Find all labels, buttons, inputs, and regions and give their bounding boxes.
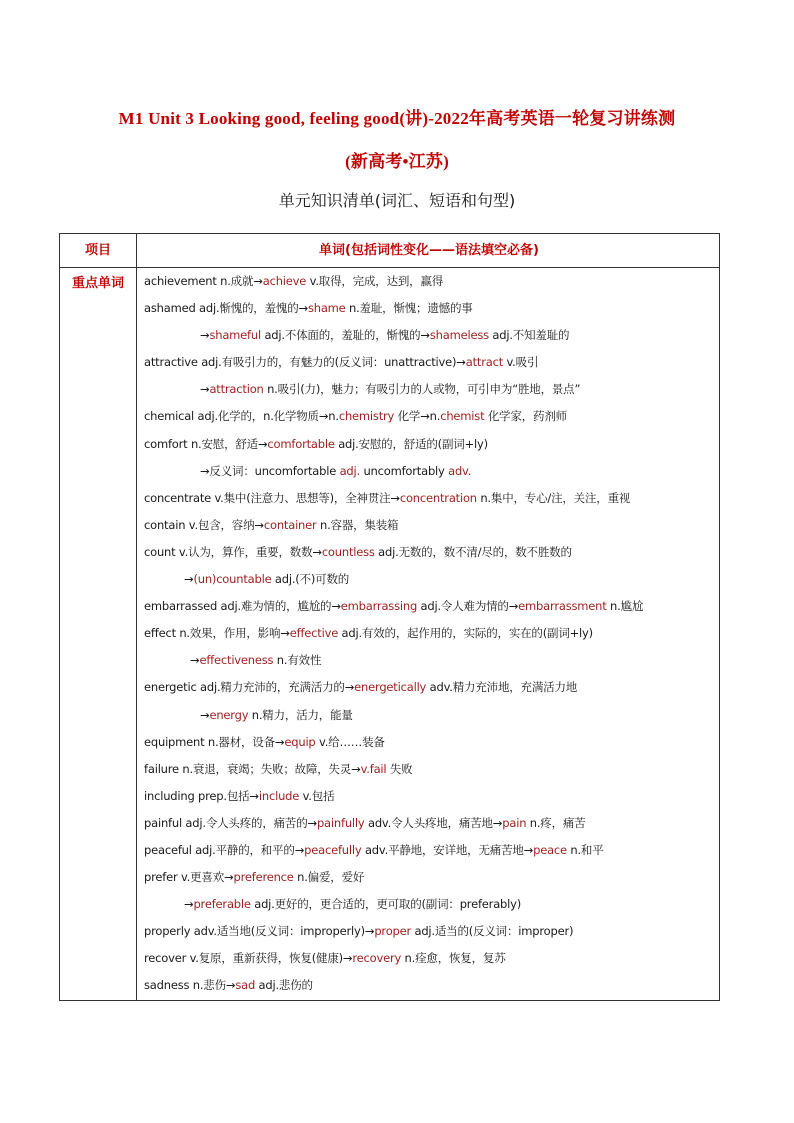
word-entry-row bbox=[144, 485, 715, 512]
column-divider bbox=[136, 234, 137, 1000]
entry-text: chemical adj.化学的，n.化学物质→n. bbox=[144, 409, 339, 424]
word-entry-row bbox=[144, 431, 715, 458]
entry-text: n.尴尬 bbox=[606, 599, 644, 614]
derived-word: preference bbox=[233, 870, 294, 885]
derived-word: container bbox=[263, 517, 317, 532]
entry-text: adv.令人头疼地，痛苦地→ bbox=[364, 815, 503, 830]
entry-text: sadness n.悲伤→ bbox=[144, 978, 236, 993]
entry-text: adj.(不)可数的 bbox=[271, 572, 350, 587]
entry-text: energetic adj.精力充沛的，充满活力的→ bbox=[144, 680, 355, 695]
word-entry-row bbox=[144, 349, 715, 376]
derived-word: chemist bbox=[440, 409, 485, 424]
derived-word: (un)countable bbox=[193, 572, 272, 587]
vocabulary-table bbox=[59, 233, 720, 1001]
entry-text: → bbox=[190, 653, 200, 668]
word-entry-row bbox=[144, 702, 715, 729]
word-entry-row bbox=[144, 891, 715, 918]
entry-text: failure n.衰退，衰竭；失败；故障，失灵→ bbox=[144, 761, 361, 776]
entry-text: →反义词：uncomfortable bbox=[200, 463, 340, 478]
entry-text: 失败 bbox=[386, 761, 413, 776]
entry-text: adj.安慰的，舒适的(副词+ly) bbox=[334, 436, 488, 451]
word-entry-row bbox=[144, 918, 715, 945]
derived-word: countless bbox=[321, 544, 375, 559]
word-entry-row bbox=[144, 864, 715, 891]
entry-text: n.疼，痛苦 bbox=[526, 815, 586, 830]
word-entry-row bbox=[144, 512, 715, 539]
entry-text: n.集中，专心/注，关注，重视 bbox=[476, 490, 631, 505]
word-entry-row bbox=[144, 810, 715, 837]
word-entry-row bbox=[144, 620, 715, 647]
entry-text: effect n.效果，作用，影响→ bbox=[144, 626, 290, 641]
derived-word: shame bbox=[307, 301, 346, 316]
word-entry-row bbox=[144, 674, 715, 701]
derived-word: equip bbox=[284, 734, 316, 749]
derived-word: comfortable bbox=[267, 436, 335, 451]
word-entry-row bbox=[144, 295, 715, 322]
entry-text: painful adj.令人头疼的，痛苦的→ bbox=[144, 815, 317, 830]
derived-word: effectiveness bbox=[199, 653, 274, 668]
derived-word: adv. bbox=[448, 463, 472, 478]
derived-word: achieve bbox=[262, 274, 307, 288]
document-title-line-1: M1 Unit 3 Looking good, feeling good(讲)-2022年高考英语一轮复习讲练测 bbox=[118, 109, 676, 128]
word-entry-row bbox=[144, 783, 715, 810]
entry-text: ashamed adj.惭愧的，羞愧的→ bbox=[144, 301, 308, 316]
entry-text: adj.不知羞耻的 bbox=[488, 328, 570, 343]
entry-text: adj.有效的，起作用的，实际的，实在的(副词+ly) bbox=[338, 626, 593, 641]
entry-text: → bbox=[200, 328, 210, 343]
entry-text: adj.更好的，更合适的，更可取的(副词：preferably) bbox=[250, 897, 522, 912]
entry-text: achievement n.成就→ bbox=[144, 274, 263, 288]
entry-text: adj.悲伤的 bbox=[255, 978, 313, 993]
derived-word: embarrassment bbox=[518, 599, 607, 614]
entry-text: count v.认为，算作，重要，数数→ bbox=[144, 544, 322, 559]
word-entry-row bbox=[144, 376, 715, 403]
word-entry-row bbox=[144, 945, 715, 972]
entry-text: n.痊愈，恢复，复苏 bbox=[401, 951, 506, 966]
entry-text: adj.令人难为情的→ bbox=[417, 599, 519, 614]
word-entry-row bbox=[144, 837, 715, 864]
derived-word: energetically bbox=[354, 680, 427, 695]
section-subtitle: 单元知识清单(词汇、短语和句型) bbox=[278, 191, 516, 210]
word-entry-row bbox=[144, 729, 715, 756]
derived-word: shameless bbox=[429, 328, 489, 343]
entry-text: v.包括 bbox=[299, 788, 335, 803]
word-entry-row bbox=[144, 593, 715, 620]
derived-word: peacefully bbox=[304, 842, 362, 857]
derived-word: painfully bbox=[316, 815, 365, 830]
derived-word: preferable bbox=[193, 897, 251, 912]
derived-word: concentration bbox=[399, 490, 477, 505]
entry-text: 化学家，药剂师 bbox=[484, 409, 567, 424]
entry-text: → bbox=[184, 572, 194, 587]
entry-text: n.和平 bbox=[566, 842, 604, 857]
derived-word: energy bbox=[209, 707, 249, 722]
entry-text: n.吸引(力)，魅力；有吸引力的人或物，可引申为“胜地，景点” bbox=[263, 382, 581, 397]
entry-text: n.精力，活力，能量 bbox=[248, 707, 353, 722]
derived-word: peace bbox=[533, 842, 567, 857]
word-entry-row bbox=[144, 539, 715, 566]
entry-text: contain v.包含，容纳→ bbox=[144, 517, 264, 532]
entry-text: adj.适当的(反义词：improper) bbox=[411, 924, 574, 939]
entry-text: v.取得，完成，达到，赢得 bbox=[306, 274, 444, 288]
derived-word: v.fail bbox=[360, 761, 387, 776]
entry-text: → bbox=[200, 707, 210, 722]
entry-text: adv.精力充沛地，充满活力地 bbox=[426, 680, 578, 695]
word-entry-row bbox=[144, 972, 715, 999]
entry-text: adj.不体面的，羞耻的，惭愧的→ bbox=[260, 328, 430, 343]
entry-text: prefer v.更喜欢→ bbox=[144, 870, 234, 885]
word-entry-row bbox=[144, 403, 715, 430]
derived-word: recovery bbox=[352, 951, 402, 966]
entry-text: properly adv.适当地(反义词：improperly)→ bbox=[144, 924, 375, 939]
derived-word: shameful bbox=[209, 328, 261, 343]
word-list bbox=[144, 268, 715, 1000]
entry-text: adv.平静地，安详地，无痛苦地→ bbox=[361, 842, 534, 857]
derived-word: attraction bbox=[209, 382, 264, 397]
entry-text: concentrate v.集中(注意力、思想等)，全神贯注→ bbox=[144, 490, 400, 505]
category-label: 重点单词 bbox=[71, 276, 124, 291]
entry-text: 化学→n. bbox=[394, 409, 441, 424]
entry-text: n.偏爱，爱好 bbox=[293, 870, 365, 885]
entry-text: peaceful adj.平静的，和平的→ bbox=[144, 842, 305, 857]
entry-text: comfort n.安慰，舒适→ bbox=[144, 436, 268, 451]
entry-text: v.给……装备 bbox=[315, 734, 385, 749]
column-header-item: 项目 bbox=[84, 243, 111, 258]
word-entry-row bbox=[144, 458, 715, 485]
derived-word: adj. bbox=[339, 463, 360, 478]
word-entry-row bbox=[144, 268, 715, 295]
entry-text: n.有效性 bbox=[273, 653, 322, 668]
entry-text: equipment n.器材，设备→ bbox=[144, 734, 285, 749]
entry-text: v.吸引 bbox=[503, 355, 539, 370]
document-title-line-2: (新高考•江苏) bbox=[345, 152, 449, 171]
derived-word: include bbox=[258, 788, 300, 803]
derived-word: chemistry bbox=[338, 409, 395, 424]
derived-word: effective bbox=[289, 626, 339, 641]
entry-text: embarrassed adj.难为情的，尴尬的→ bbox=[144, 599, 341, 614]
entry-text: including prep.包括→ bbox=[144, 788, 259, 803]
derived-word: embarrassing bbox=[340, 599, 418, 614]
entry-text: attractive adj.有吸引力的，有魅力的(反义词：unattractive)→ bbox=[144, 355, 466, 370]
column-header-words: 单词(包括词性变化——语法填空必备) bbox=[319, 243, 539, 258]
entry-text: adj.无数的，数不清/尽的，数不胜数的 bbox=[374, 544, 572, 559]
entry-text: → bbox=[184, 897, 194, 912]
derived-word: sad bbox=[235, 978, 256, 993]
word-entry-row bbox=[144, 756, 715, 783]
derived-word: attract bbox=[465, 355, 504, 370]
entry-text: n.容器，集装箱 bbox=[316, 517, 399, 532]
entry-text: n.羞耻，惭愧；遗憾的事 bbox=[345, 301, 473, 316]
derived-word: pain bbox=[502, 815, 527, 830]
word-entry-row bbox=[144, 322, 715, 349]
entry-text: → bbox=[200, 382, 210, 397]
word-entry-row bbox=[144, 566, 715, 593]
entry-text: uncomfortably bbox=[359, 463, 449, 478]
word-entry-row bbox=[144, 647, 715, 674]
derived-word: proper bbox=[374, 924, 412, 939]
entry-text: recover v.复原，重新获得，恢复(健康)→ bbox=[144, 951, 353, 966]
